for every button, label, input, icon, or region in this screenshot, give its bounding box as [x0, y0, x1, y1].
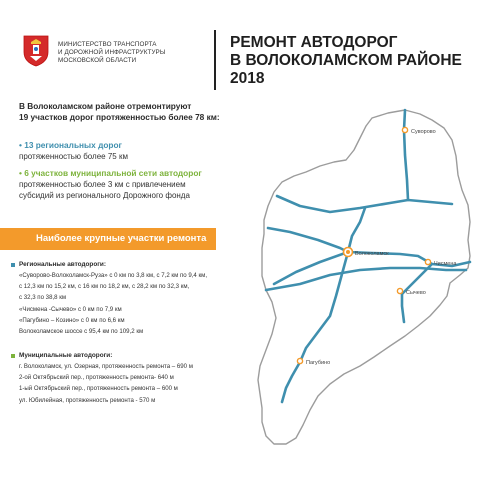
road-to-west [268, 228, 348, 252]
suvorovo-point [402, 127, 407, 132]
label-suvorovo: Суворово [411, 129, 436, 135]
chismena-point [425, 259, 430, 264]
regional-line-6: Волоколамское шоссе с 95,4 км по 109,2 км [19, 328, 144, 336]
municipal-heading: Муниципальные автодороги: [19, 352, 113, 359]
regional-summary-desc: протяженностью более 75 км [19, 152, 128, 161]
title-year: 2018 [230, 70, 265, 87]
road-suvorovo-north [404, 110, 408, 200]
municipal-line-2: 2-ой Октябрьский пер., протяженность ремонта- 640 м [19, 374, 174, 382]
municipal-line-4: ул. Юбилейная, протяженность ремонта - 570 м [19, 396, 156, 404]
district-border [258, 110, 470, 444]
ministry-line2: И ДОРОЖНОЙ ИНФРАСТРУКТУРЫ [58, 49, 166, 57]
regional-line-4: «Чисмена -Сычево» с 0 км по 7,9 км [19, 305, 122, 313]
title-line1: РЕМОНТ АВТОДОРОГ [230, 34, 398, 51]
label-sychevo: Сычево [406, 290, 426, 296]
municipal-line-1: г. Волоколамск, ул. Озерная, протяженность ремонта – 690 м [19, 363, 193, 370]
road-sychevo-south [402, 294, 404, 322]
regional-heading: Региональные автодороги: [19, 261, 106, 268]
road-volokolamsk-north [348, 208, 365, 252]
label-volokolamsk: Волоколамск [355, 251, 389, 257]
municipal-summary-desc-2: субсидий из регионального Дорожного фонда [19, 191, 190, 200]
road-volokolamsk-southwest [274, 252, 348, 284]
title-line2: В ВОЛОКОЛАМСКОМ РАЙОНЕ [230, 52, 462, 69]
municipal-line-3: 1-ый Октябрьский пер., протяженность ремонта – 600 м [19, 385, 178, 393]
pagubino-point [297, 358, 302, 363]
municipal-summary-desc-1: протяженностью более 3 км с привлечением [19, 180, 186, 189]
ministry-line3: МОСКОВСКОЙ ОБЛАСТИ [58, 57, 137, 65]
volokolamsk-point-inner [346, 250, 350, 254]
label-pagubino: Пагубино [306, 360, 331, 366]
lead-line2: 19 участков дорог протяженностью более 78 км: [19, 112, 220, 122]
lead-line1: В Волоколамском районе отремонтируют [19, 101, 192, 111]
ministry-line1: МИНИСТЕРСТВО ТРАНСПОРТА [58, 41, 157, 48]
municipal-summary-title: • 6 участков муниципальной сети автодорог [19, 168, 202, 178]
regional-line-1: «Суворово-Волоколамск-Руза» с 0 км по 3,8 км, с 7,2 км по 9,4 км, [19, 272, 208, 279]
regional-line-2: с 12,3 км по 15,2 км, с 16 км по 18,2 км, с 28,2 км по 32,3 км, [19, 283, 190, 291]
section-banner-label: Наиболее крупные участки ремонта [36, 233, 207, 244]
regional-line-3: с 32,3 по 38,8 км [19, 294, 67, 302]
regional-line-5: «Пагубино – Козино» с 0 км по 6,6 км [19, 316, 125, 324]
sychevo-point [397, 288, 402, 293]
settlement-points [297, 127, 430, 363]
label-chismena: Чисмена [434, 261, 457, 267]
regional-summary-title: • 13 региональных дорог [19, 140, 122, 150]
